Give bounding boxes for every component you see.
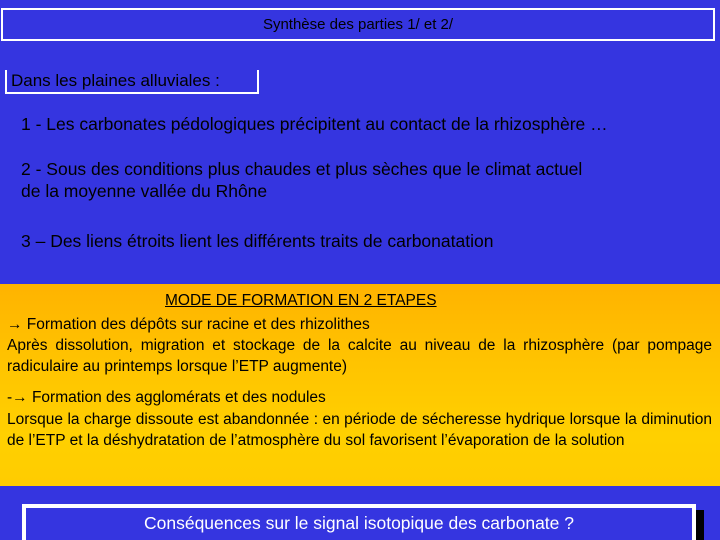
- question-box: [22, 504, 696, 540]
- point-1: 1 - Les carbonates pédologiques précipitent au contact de la rhizosphère …: [21, 114, 608, 134]
- section-heading: Dans les plaines alluviales :: [5, 70, 259, 94]
- slide-title: Synthèse des parties 1/ et 2/: [262, 16, 454, 33]
- slide-title-box: [1, 8, 715, 41]
- step-2-text: Lorsque la charge dissoute est abandonnée : en période de sécheresse hydrique lorsque la diminution de l’ETP et la déshydratation de l’atmosphère du sol favorisent l’évaporation de la solution: [7, 411, 712, 449]
- formation-heading: MODE DE FORMATION EN 2 ETAPES: [165, 292, 437, 309]
- step-1-title: → Formation des dépôts sur racine et des rhizolithes: [7, 316, 370, 333]
- point-3: 3 – Des liens étroits lient les différents traits de carbonatation: [21, 231, 494, 251]
- point-2: [21, 158, 582, 202]
- question-box-inner: [26, 508, 692, 540]
- point-2-line-1: 2 - Sous des conditions plus chaudes et plus sèches que le climat actuel: [21, 159, 583, 179]
- step-2-title: -→ Formation des agglomérats et des nodules: [7, 389, 326, 406]
- question-text: Conséquences sur le signal isotopique des carbonate ?: [143, 513, 574, 533]
- point-2-line-2: de la moyenne vallée du Rhône: [21, 181, 268, 201]
- step-1-text: Après dissolution, migration et stockage de la calcite au niveau de la rhizosphère (par pompage radiculaire au printemps lorsque l’ETP augmente): [7, 337, 712, 375]
